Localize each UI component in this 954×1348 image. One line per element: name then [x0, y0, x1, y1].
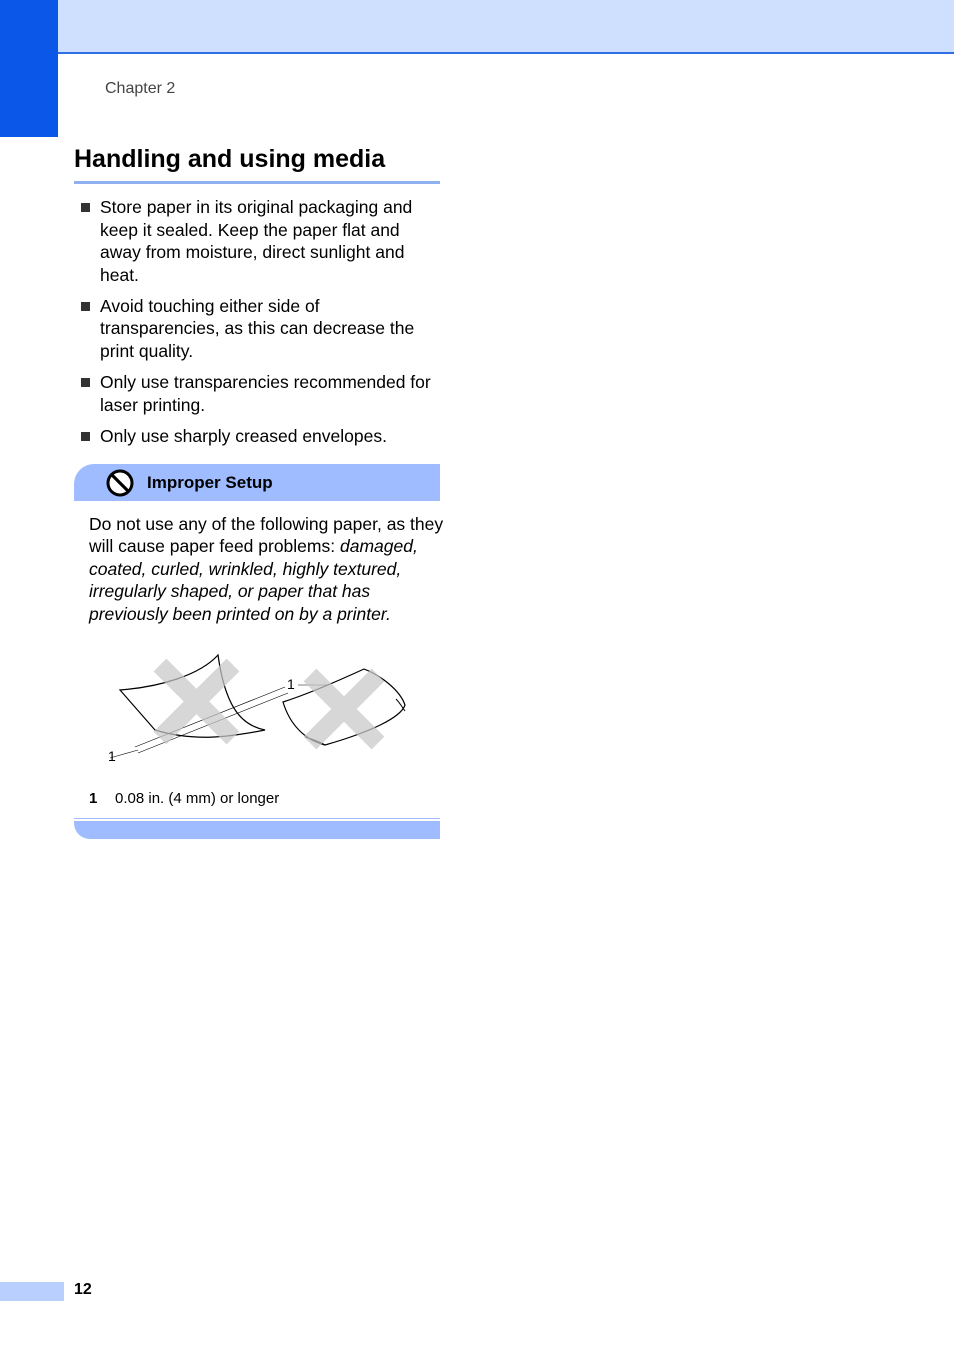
square-bullet-icon [81, 378, 90, 387]
prohibited-icon [106, 469, 134, 497]
header-band [58, 0, 954, 54]
list-item [80, 295, 442, 363]
list-item-text: Only use sharply creased envelopes. [100, 425, 387, 446]
improper-setup-header [74, 464, 440, 501]
square-bullet-icon [81, 432, 90, 441]
note-title: Improper Setup [147, 473, 273, 492]
chapter-label: Chapter 2 [105, 80, 176, 97]
figure-label-right: 1 [287, 676, 295, 692]
figure-caption [89, 790, 279, 807]
square-bullet-icon [81, 302, 90, 311]
bullet-list [80, 196, 442, 456]
list-item-text: Avoid touching either side of transparencies, as this can decrease the print quality. [100, 295, 415, 362]
curled-paper-illustration [100, 645, 420, 775]
list-item [80, 425, 442, 448]
title-underline [74, 181, 440, 184]
chapter-tab [0, 0, 58, 137]
note-body [89, 513, 445, 625]
list-item-text: Only use transparencies recommended for laser printing. [100, 372, 431, 415]
page-tab [0, 1282, 64, 1301]
note-warning-list: damaged, coated, curled, wrinkled, highly textured, irregularly shaped, or paper that has previously been printed on by a printer. [89, 536, 418, 624]
caption-number: 1 [89, 790, 98, 807]
square-bullet-icon [81, 203, 90, 212]
list-item [80, 371, 442, 416]
section-title: Handling and using media [74, 145, 386, 173]
list-item-text: Store paper in its original packaging and keep it sealed. Keep the paper flat and away from moisture, direct sunlight and heat. [100, 197, 413, 285]
note-footer-band [74, 821, 440, 839]
note-divider [74, 818, 440, 819]
figure-label-left: 1 [108, 748, 116, 764]
list-item [80, 196, 442, 286]
caption-text: 0.08 in. (4 mm) or longer [115, 790, 280, 807]
page-number: 12 [74, 1281, 92, 1298]
note-intro: Do not use any of the following paper, as they will cause paper feed problems: [89, 514, 444, 557]
